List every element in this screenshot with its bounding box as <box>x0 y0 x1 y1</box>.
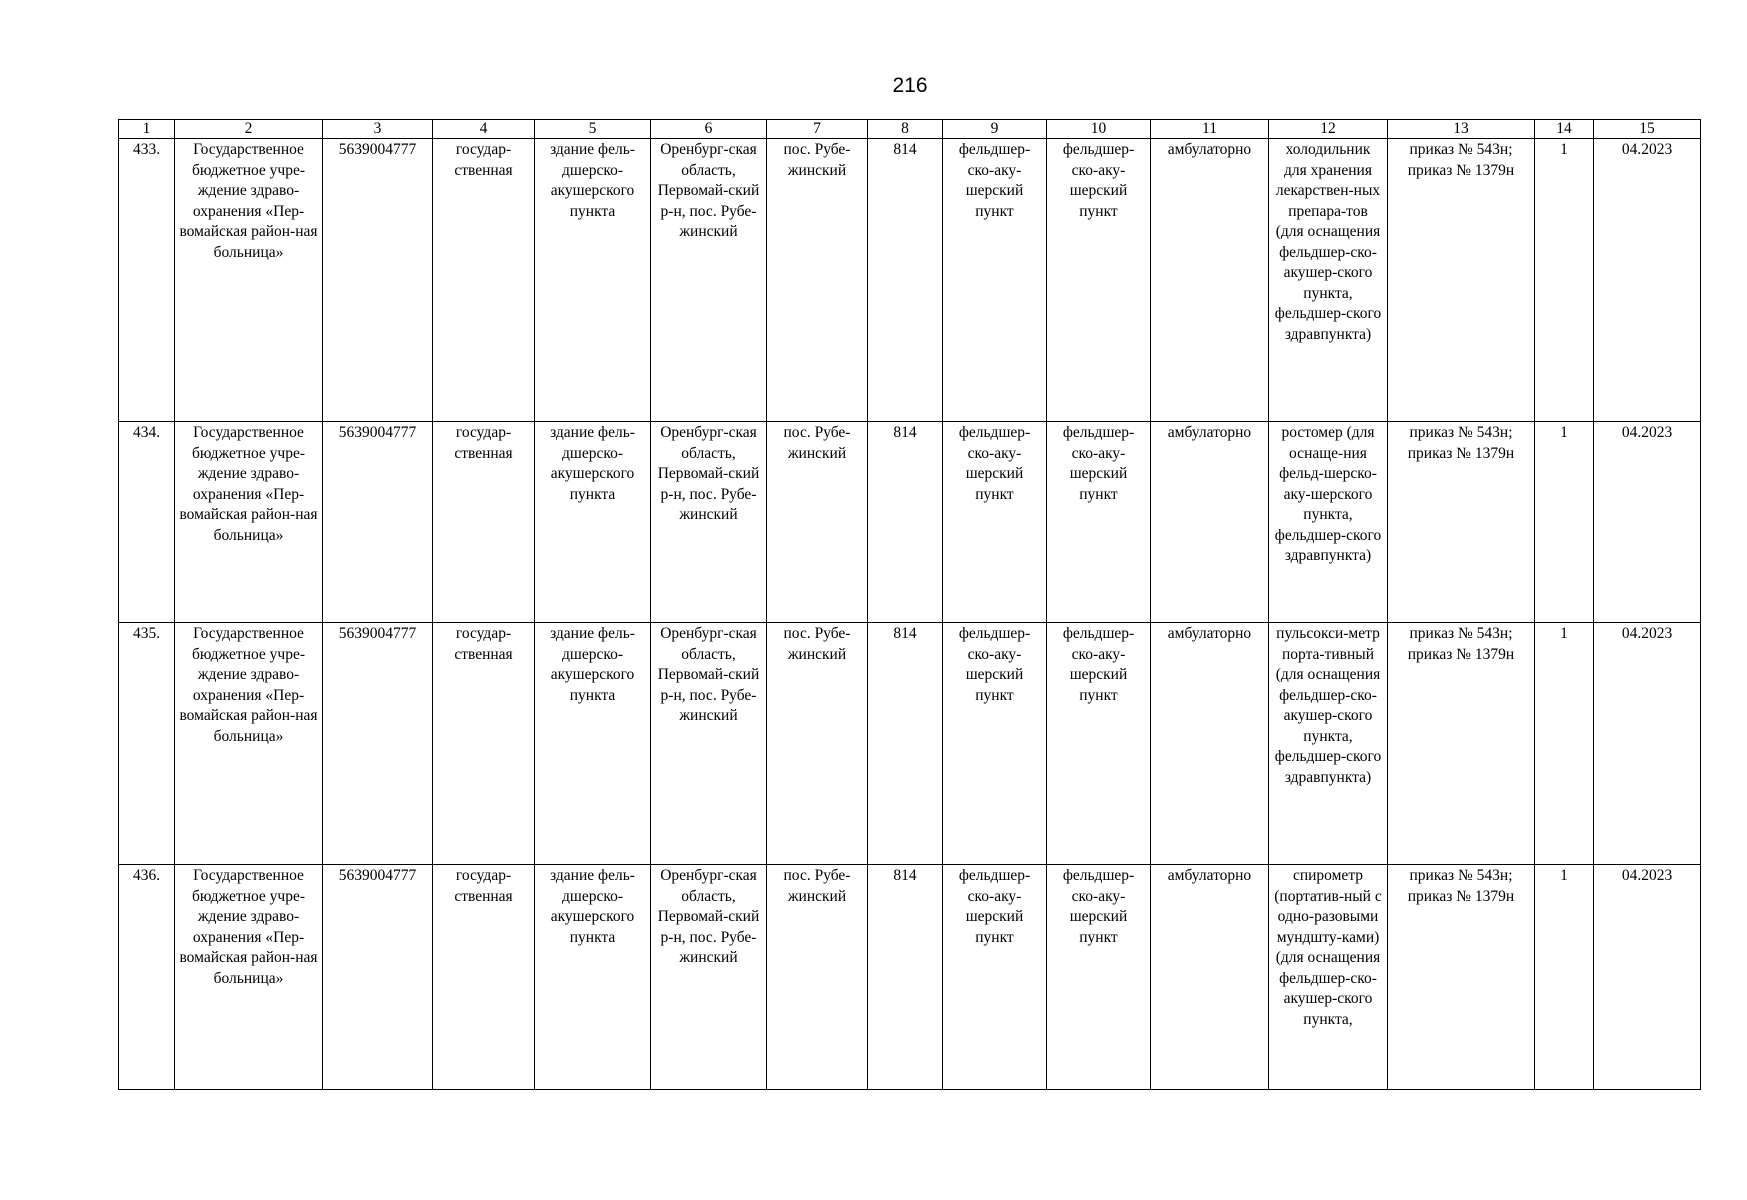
care-condition: амбулаторно <box>1151 623 1269 865</box>
facility-type: фельдшер-ско-аку-шерский пункт <box>943 865 1047 1090</box>
date: 04.2023 <box>1594 623 1701 865</box>
table-row <box>119 139 1701 422</box>
table-row <box>119 422 1701 623</box>
facility-type: фельдшер-ско-аку-шерский пункт <box>943 139 1047 422</box>
settlement: пос. Рубе-жинский <box>767 422 868 623</box>
care-condition: амбулаторно <box>1151 422 1269 623</box>
column-header-8: 8 <box>868 120 943 139</box>
regulation: приказ № 543н; приказ № 1379н <box>1388 865 1535 1090</box>
row-number: 435. <box>119 623 175 865</box>
regulation: приказ № 543н; приказ № 1379н <box>1388 422 1535 623</box>
table-row <box>119 623 1701 865</box>
population: 814 <box>868 422 943 623</box>
page-number: 216 <box>892 74 928 97</box>
care-condition: амбулаторно <box>1151 139 1269 422</box>
column-header-1: 1 <box>119 120 175 139</box>
quantity: 1 <box>1535 865 1594 1090</box>
quantity: 1 <box>1535 422 1594 623</box>
column-header-6: 6 <box>651 120 767 139</box>
equipment: пульсокси-метр порта-тивный (для оснащения фельдшер-ско-акушер-ского пункта, фельдшер-ского здравпункта) <box>1269 623 1388 865</box>
row-number: 433. <box>119 139 175 422</box>
ownership-form: государ-ственная <box>433 422 535 623</box>
address: Оренбург-ская область, Первомай-ский р-н, пос. Рубе-жинский <box>651 422 767 623</box>
ownership-form: государ-ственная <box>433 865 535 1090</box>
equipment: спирометр (портатив-ный с одно-разовыми мундшту-ками) (для оснащения фельдшер-ско-акушер-ского пункта, <box>1269 865 1388 1090</box>
date: 04.2023 <box>1594 865 1701 1090</box>
regulation: приказ № 543н; приказ № 1379н <box>1388 139 1535 422</box>
ownership-form: государ-ственная <box>433 623 535 865</box>
building: здание фель-дшерско-акушерского пункта <box>535 139 651 422</box>
institution-name: Государственное бюджетное учре-ждение здраво-охранения «Пер-вомайская район-ная больница» <box>175 139 323 422</box>
settlement: пос. Рубе-жинский <box>767 865 868 1090</box>
address: Оренбург-ская область, Первомай-ский р-н, пос. Рубе-жинский <box>651 139 767 422</box>
unit-type: фельдшер-ско-аку-шерский пункт <box>1047 422 1151 623</box>
address: Оренбург-ская область, Первомай-ский р-н, пос. Рубе-жинский <box>651 623 767 865</box>
table-row <box>119 865 1701 1090</box>
inn: 5639004777 <box>323 422 433 623</box>
column-header-11: 11 <box>1151 120 1269 139</box>
population: 814 <box>868 865 943 1090</box>
equipment: холодильник для хранения лекарствен-ных препара-тов (для оснащения фельдшер-ско-акушер-ского пункта, фельдшер-ского здравпункта) <box>1269 139 1388 422</box>
institution-name: Государственное бюджетное учре-ждение здраво-охранения «Пер-вомайская район-ная больница» <box>175 865 323 1090</box>
institution-name: Государственное бюджетное учре-ждение здраво-охранения «Пер-вомайская район-ная больница» <box>175 623 323 865</box>
column-header-10: 10 <box>1047 120 1151 139</box>
row-number: 436. <box>119 865 175 1090</box>
unit-type: фельдшер-ско-аку-шерский пункт <box>1047 139 1151 422</box>
population: 814 <box>868 139 943 422</box>
header-row <box>119 120 1701 139</box>
column-header-4: 4 <box>433 120 535 139</box>
quantity: 1 <box>1535 139 1594 422</box>
care-condition: амбулаторно <box>1151 865 1269 1090</box>
column-header-12: 12 <box>1269 120 1388 139</box>
settlement: пос. Рубе-жинский <box>767 623 868 865</box>
inn: 5639004777 <box>323 623 433 865</box>
column-header-7: 7 <box>767 120 868 139</box>
facility-type: фельдшер-ско-аку-шерский пункт <box>943 422 1047 623</box>
column-header-13: 13 <box>1388 120 1535 139</box>
address: Оренбург-ская область, Первомай-ский р-н, пос. Рубе-жинский <box>651 865 767 1090</box>
inn: 5639004777 <box>323 865 433 1090</box>
equipment: ростомер (для оснаще-ния фельд-шерско-аку-шерского пункта, фельдшер-ского здравпункта) <box>1269 422 1388 623</box>
building: здание фель-дшерско-акушерского пункта <box>535 422 651 623</box>
column-header-15: 15 <box>1594 120 1701 139</box>
population: 814 <box>868 623 943 865</box>
ownership-form: государ-ственная <box>433 139 535 422</box>
column-header-5: 5 <box>535 120 651 139</box>
facility-type: фельдшер-ско-аку-шерский пункт <box>943 623 1047 865</box>
regulation: приказ № 543н; приказ № 1379н <box>1388 623 1535 865</box>
column-header-14: 14 <box>1535 120 1594 139</box>
column-header-3: 3 <box>323 120 433 139</box>
date: 04.2023 <box>1594 139 1701 422</box>
building: здание фель-дшерско-акушерского пункта <box>535 865 651 1090</box>
institution-name: Государственное бюджетное учре-ждение здраво-охранения «Пер-вомайская район-ная больница» <box>175 422 323 623</box>
registry-table <box>118 119 1701 1090</box>
column-header-2: 2 <box>175 120 323 139</box>
building: здание фель-дшерско-акушерского пункта <box>535 623 651 865</box>
inn: 5639004777 <box>323 139 433 422</box>
unit-type: фельдшер-ско-аку-шерский пункт <box>1047 865 1151 1090</box>
quantity: 1 <box>1535 623 1594 865</box>
date: 04.2023 <box>1594 422 1701 623</box>
unit-type: фельдшер-ско-аку-шерский пункт <box>1047 623 1151 865</box>
column-header-9: 9 <box>943 120 1047 139</box>
row-number: 434. <box>119 422 175 623</box>
settlement: пос. Рубе-жинский <box>767 139 868 422</box>
